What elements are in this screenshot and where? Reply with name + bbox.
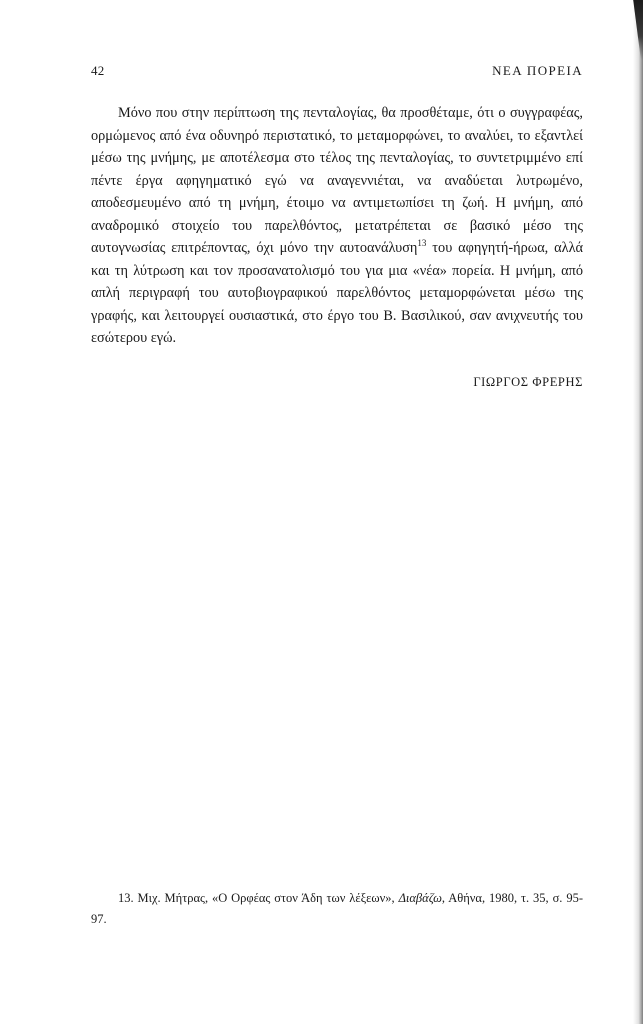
page-number: 42 <box>91 63 105 78</box>
body-text-part-1: Μόνο που στην περίπτωση της πενταλογίας, θα προσθέταμε, ότι ο συγγραφέας, ορμώμενος από ένα οδυνηρό περιστατικό, το μεταμορφώνει, το αναλύει, το εξαντλεί μέσω της μνήμης, με αποτέλεσμα στο τέλος της πενταλογίας, το συντετριμμένο επί πέντε έργα αφηγηματικό εγώ να αναγεννιέται, να αναδύεται λυτρωμένο, αποδεσμευμένο από τη μνήμη, έτοιμο να αντιμετωπίσει τη ζωή. Η μνήμη, από αναδρομικό στοιχείο του παρελθόντος, μετατρέπεται σε βασικό μέσο της αυτογνωσίας επιτρέποντας, όχι μόνο την αυτοανάλυση <box>91 105 583 256</box>
footnote-reference[interactable]: 13 <box>417 238 427 248</box>
page-binding-edge <box>633 0 643 1024</box>
footnote-number: 13. <box>118 891 134 905</box>
footnote-journal-title: Διαβάζω <box>398 891 442 905</box>
footnote-citation-part-2: , Αθήνα, 1980, τ. 35, σ. 95-97. <box>91 891 583 926</box>
body-paragraph <box>91 102 583 350</box>
body-text-part-2: του αφηγητή-ήρωα, αλλά και τη λύτρωση και τον προσανατολισμό του για μια «νέα» πορεία. Η μνήμη, από απλή περιγραφή του αυτοβιογραφικού παρελθόντος μεταμορφώνεται μέσω της γραφής, και λειτουργεί ουσιαστικά, στο έργο του Β. Βασιλικού, σαν ανιχνευτής του εσώτερου εγώ. <box>91 240 583 346</box>
footnote-citation-part-1: Μιχ. Μήτρας, «Ο Ορφέας στον Άδη των λέξεων», <box>133 891 399 905</box>
author-signature: ΓΙΩΡΓΟΣ ΦΡΕΡΗΣ <box>473 375 583 389</box>
footnote <box>91 888 583 929</box>
running-title: ΝΕΑ ΠΟΡΕΙΑ <box>492 63 583 78</box>
